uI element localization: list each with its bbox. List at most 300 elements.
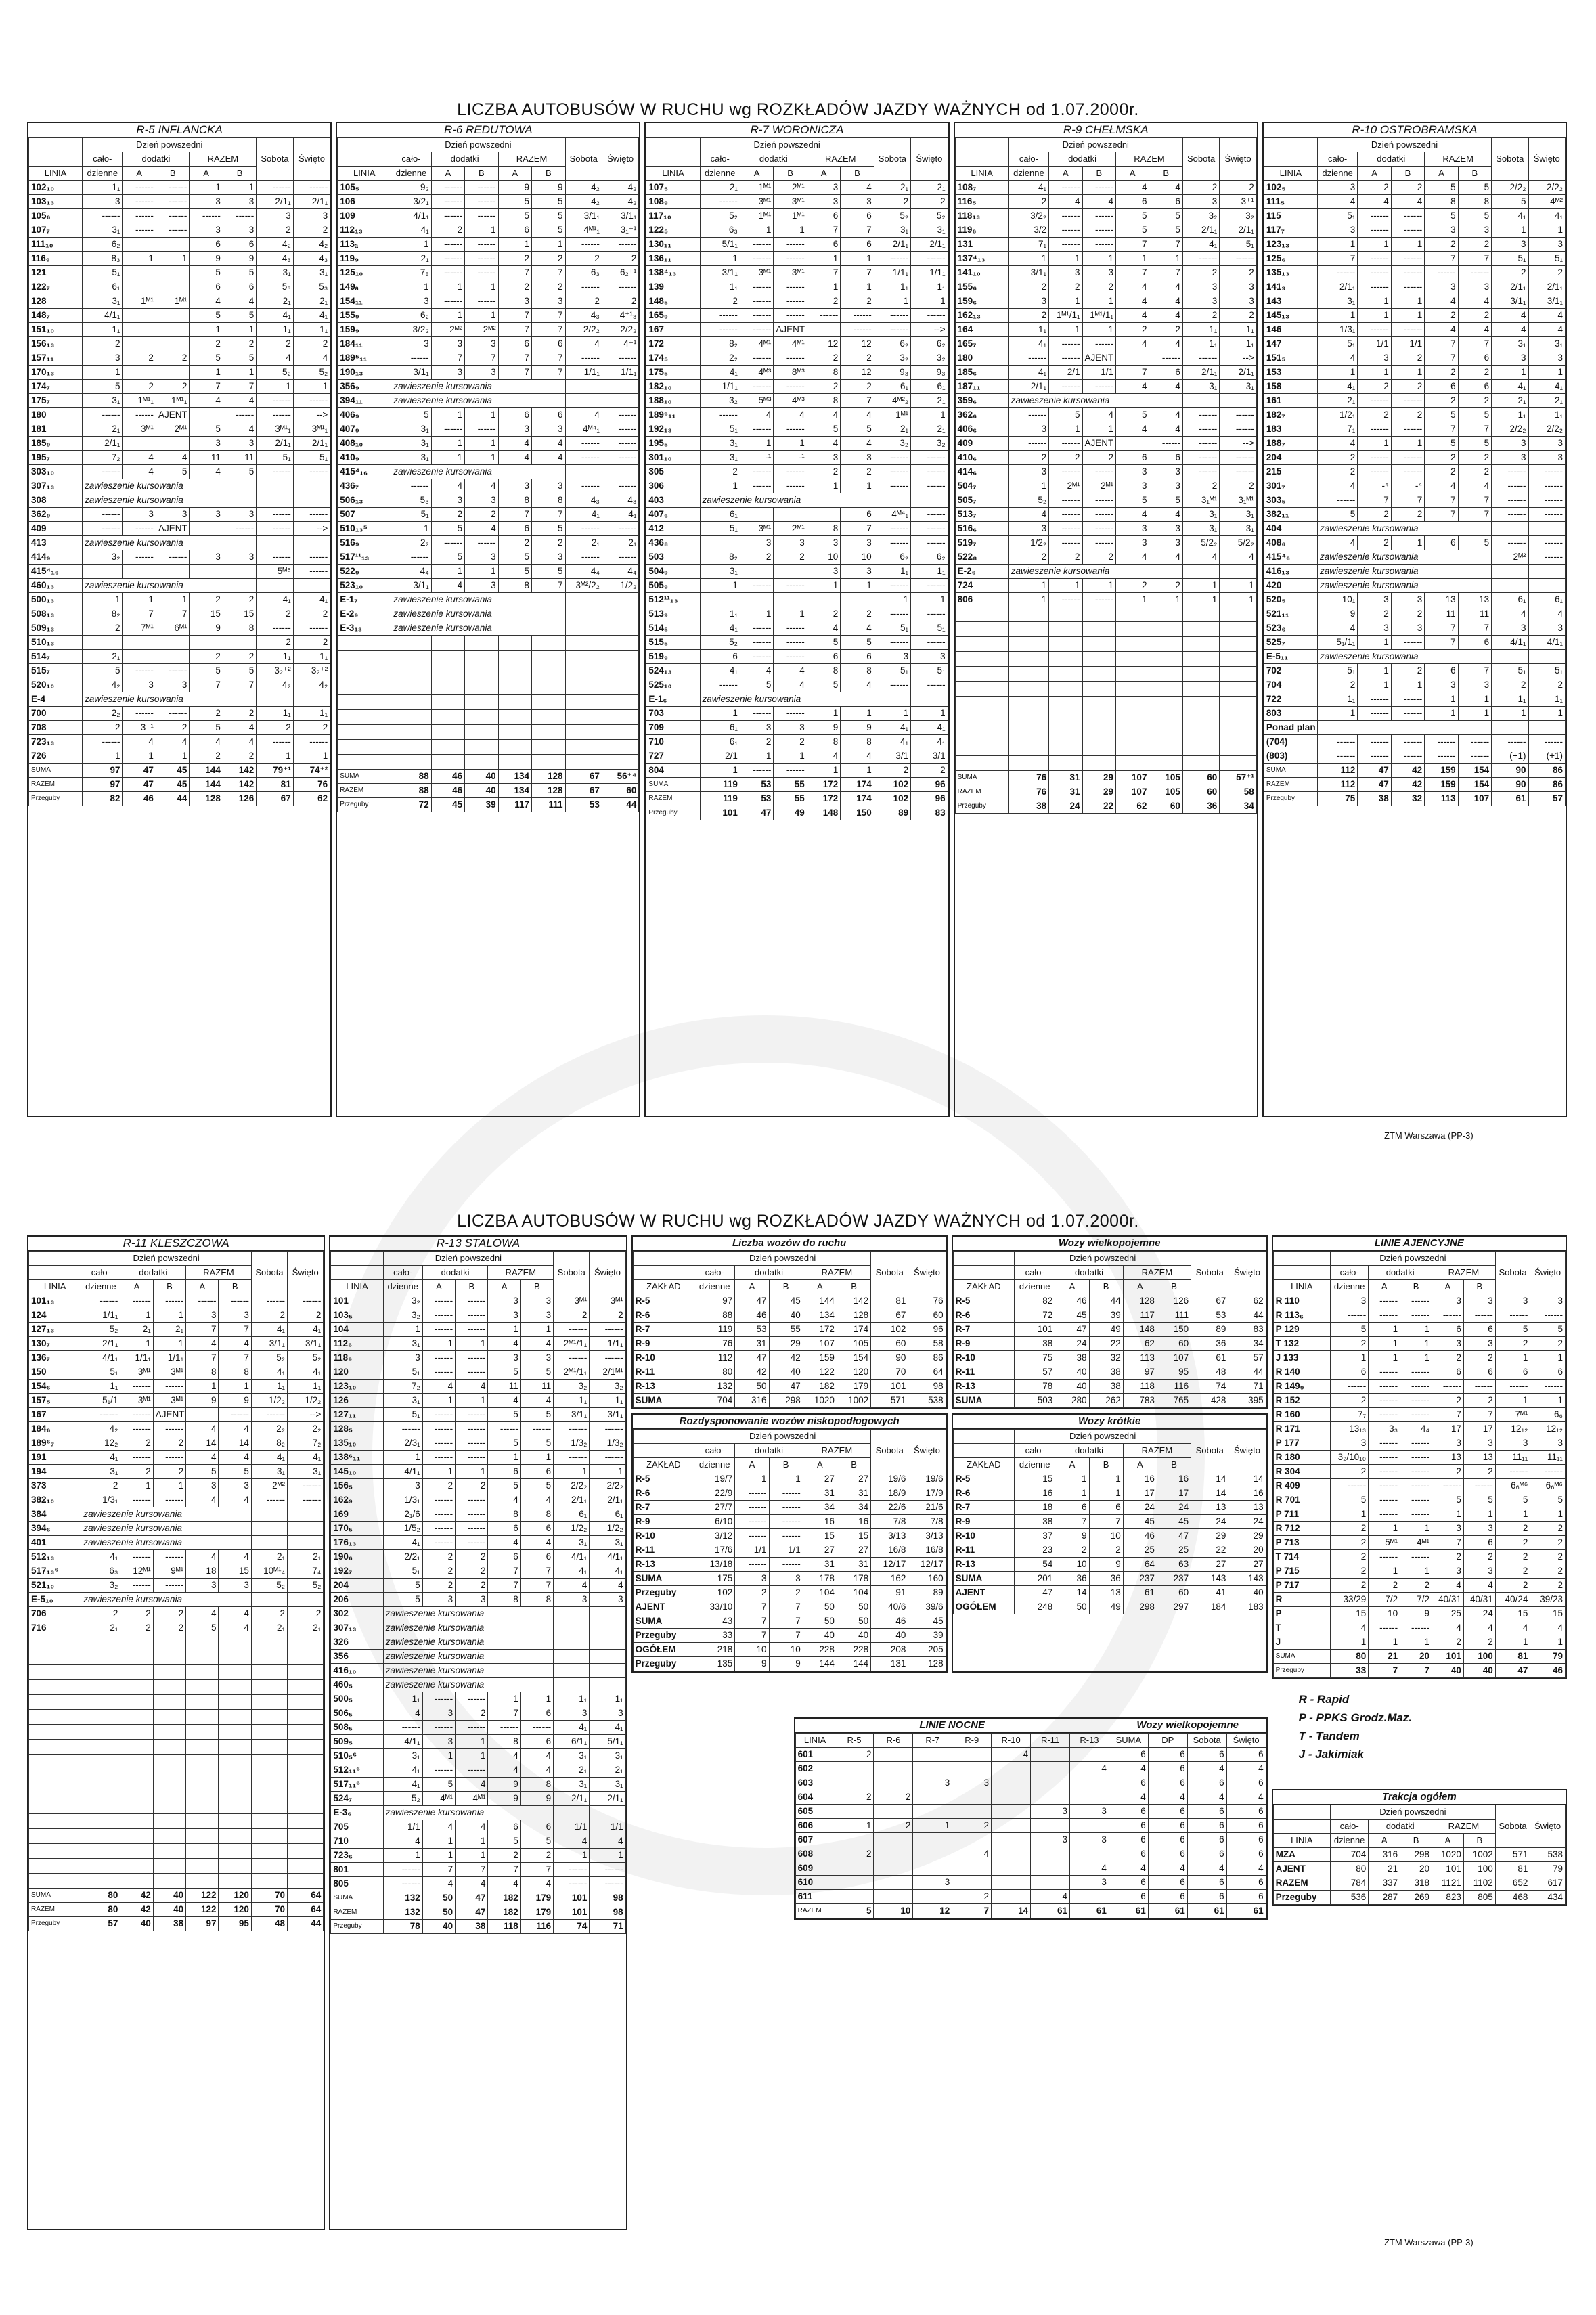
line-number: 384 <box>29 1507 81 1522</box>
table-cell: 1 <box>1055 1472 1089 1486</box>
table-cell: 6 <box>520 1706 553 1721</box>
empty-cell <box>153 1695 185 1710</box>
table-cell: 1 <box>1495 1635 1530 1650</box>
table-cell: 9 <box>488 1792 520 1806</box>
table-row <box>29 1507 324 1522</box>
table-cell: ------ <box>1463 1479 1495 1493</box>
line-number: 407₆ <box>646 508 700 522</box>
table-row <box>1264 266 1565 280</box>
table-cell: 50 <box>837 1614 870 1629</box>
table-cell: 1 <box>1495 1394 1530 1408</box>
table-cell: 8 <box>488 1593 520 1607</box>
table-cell: 3₁ <box>257 266 293 280</box>
sum-cell: 40 <box>153 1903 185 1917</box>
line-number: (803) <box>1264 749 1317 764</box>
header-razem: RAZEM <box>1123 1266 1191 1280</box>
table-cell: 2 <box>190 749 223 764</box>
table-cell: 3 <box>1463 1564 1495 1579</box>
empty-cell <box>338 695 391 710</box>
line-number: 143 <box>1264 294 1317 309</box>
table-cell: ------ <box>1049 593 1082 607</box>
table-cell: 9 <box>1317 607 1357 621</box>
table-cell: ------ <box>153 1579 185 1593</box>
table-cell: 4 <box>1149 408 1182 422</box>
table-cell: 5₁ <box>383 1564 422 1579</box>
table-cell: 3₁ <box>1528 337 1566 351</box>
table-cell: 1₁ <box>911 280 948 294</box>
depot-title: R-5 INFLANCKA <box>28 123 330 137</box>
table-cell: 1 <box>83 593 123 607</box>
table-cell: ------ <box>1492 479 1528 493</box>
table-cell: 7 <box>1425 508 1458 522</box>
table-cell: 2/1₁ <box>874 238 910 252</box>
table-cell: 2 <box>1149 323 1182 337</box>
table-cell: 1121 <box>1432 1876 1464 1891</box>
summary-row <box>1273 1891 1565 1905</box>
table-cell: 2 <box>1530 1550 1566 1564</box>
table-cell: 783 <box>1123 1394 1157 1408</box>
table-cell: 7 <box>807 266 840 280</box>
table-cell: 14 <box>186 1436 219 1451</box>
table-cell: 107 <box>1157 1351 1191 1365</box>
sum-cell: 112 <box>1317 764 1357 778</box>
empty-row <box>338 636 639 651</box>
line-number: Przeguby <box>633 1657 694 1671</box>
table-cell: 5 <box>1049 408 1082 422</box>
table-cell: ------ <box>520 1422 553 1436</box>
table-cell: 4 <box>1116 337 1149 351</box>
header-sobota: Sobota <box>1191 1430 1228 1472</box>
table-cell: 3 <box>219 1579 251 1593</box>
table-cell: 4 <box>1492 309 1528 323</box>
table-cell: 6 <box>1116 195 1149 209</box>
table-cell: 2 <box>288 1308 324 1323</box>
empty-cell <box>465 651 498 665</box>
table-row <box>1264 195 1565 209</box>
table-cell: ------ <box>1400 1550 1432 1564</box>
table-cell: 4₁ <box>590 1721 625 1735</box>
sum-label: SUMA <box>955 771 1008 785</box>
table-cell: 6 <box>488 1465 520 1479</box>
table-cell: 78 <box>1015 1380 1055 1394</box>
table-cell: 3₁ <box>874 223 910 238</box>
table-cell: ------ <box>1082 209 1115 223</box>
table-cell <box>1031 1790 1070 1805</box>
table-row <box>955 280 1256 294</box>
header-linia: LINIA <box>29 167 83 181</box>
table-cell: 25 <box>1123 1543 1157 1558</box>
table-cell: 2 <box>565 294 602 309</box>
table-row <box>1264 366 1565 380</box>
table-cell: 48 <box>1191 1365 1228 1380</box>
table-cell: ------ <box>431 181 464 195</box>
table-cell: ------ <box>456 1351 488 1365</box>
table-cell: 60 <box>1157 1586 1191 1600</box>
table-cell: 5 <box>488 1479 520 1493</box>
table-cell <box>992 1805 1031 1819</box>
line-number: 194 <box>29 1465 81 1479</box>
line-number: 185₆ <box>955 366 1008 380</box>
sum-row <box>331 1905 625 1920</box>
table-cell: 2 <box>1182 181 1219 195</box>
table-cell: 1₁ <box>590 1394 625 1408</box>
table-cell <box>835 1890 874 1904</box>
summary-row <box>633 1365 946 1380</box>
table-cell: 2 <box>1331 1394 1369 1408</box>
table-cell: 3/1₁ <box>565 209 602 223</box>
table-cell: 7₇ <box>1331 1408 1369 1422</box>
table-cell: 1 <box>1391 366 1424 380</box>
table-cell <box>123 366 156 380</box>
table-cell: ------ <box>1391 223 1424 238</box>
line-number: 156₁₃ <box>29 337 83 351</box>
table-cell: 4 <box>1031 1890 1070 1904</box>
table-cell: 7 <box>498 351 531 366</box>
table-cell: 3₁ <box>1182 522 1219 536</box>
table-cell: 2 <box>1182 266 1219 280</box>
table-cell: ------ <box>774 650 807 664</box>
empty-cell <box>1182 756 1219 771</box>
line-number: 804 <box>646 764 700 778</box>
sum-cell: 50 <box>422 1905 455 1920</box>
table-cell: 3 <box>465 493 498 508</box>
line-number: SUMA <box>633 1394 694 1408</box>
table-row <box>646 764 948 778</box>
table-cell: 3/1₁ <box>1008 266 1048 280</box>
table-cell: 3 <box>431 337 464 351</box>
table-cell: 2 <box>251 1308 287 1323</box>
line-number: R-7 <box>953 1501 1014 1515</box>
table-row <box>29 1351 324 1365</box>
table-cell: 4 <box>565 337 602 351</box>
empty-row <box>29 1665 324 1680</box>
table-cell: 4₁ <box>602 508 639 522</box>
table-cell: 3 <box>1432 1337 1464 1351</box>
table-cell: 2 <box>911 195 948 209</box>
empty-cell <box>186 1635 219 1650</box>
table-cell: ------ <box>911 451 948 465</box>
table-cell: 1₁ <box>251 1380 287 1394</box>
table-cell: 4 <box>774 408 807 422</box>
table-cell: 7 <box>1432 1536 1464 1550</box>
table-cell: 3 <box>1458 678 1491 692</box>
table-cell: 4 <box>219 1607 251 1621</box>
sum-cell: 101 <box>1432 1650 1464 1664</box>
table-cell: 3 <box>1070 1876 1109 1890</box>
table-cell: 2 <box>1432 1394 1464 1408</box>
table-cell: 6 <box>1226 1776 1266 1790</box>
table-cell: 4 <box>1425 294 1458 309</box>
empty-cell <box>602 695 639 710</box>
sum-row <box>1264 764 1565 778</box>
cell-swieto <box>911 692 948 707</box>
table-cell: 6 <box>1187 1819 1226 1833</box>
empty-row <box>29 1740 324 1755</box>
table-cell: 29 <box>769 1337 803 1351</box>
empty-cell <box>29 1769 81 1784</box>
table-cell: 2₁ <box>590 1763 625 1778</box>
cell-sobota <box>257 493 293 508</box>
empty-cell <box>186 1844 219 1859</box>
table-cell: 468 <box>1495 1891 1530 1905</box>
empty-cell <box>498 651 531 665</box>
table-cell: 823 <box>1432 1891 1464 1905</box>
summary-row <box>1273 1380 1565 1394</box>
table-cell: 6₆ <box>1530 1408 1566 1422</box>
table-cell: ------ <box>774 621 807 636</box>
empty-cell <box>186 1769 219 1784</box>
line-number: 137⁴₁₃ <box>955 252 1008 266</box>
table-cell: ------ <box>422 1522 455 1536</box>
table-cell: ------ <box>602 437 639 451</box>
empty-row <box>338 740 639 755</box>
table-cell: ------ <box>1391 422 1424 437</box>
table-cell: 3 <box>422 1706 455 1721</box>
summary-row <box>1273 1465 1565 1479</box>
table-cell: 3₁ <box>590 1536 625 1550</box>
table-cell: 36 <box>1055 1572 1089 1586</box>
table-cell: 33/29 <box>1331 1593 1369 1607</box>
empty-row <box>29 1814 324 1829</box>
empty-cell <box>532 710 565 725</box>
nocne-header-cell: Święto <box>1226 1734 1266 1748</box>
table-cell: 2 <box>1220 479 1257 493</box>
table-cell: 5 <box>532 223 565 238</box>
cell-swieto <box>1528 579 1566 593</box>
sum-cell: 81 <box>1495 1650 1530 1664</box>
line-number: 128₅ <box>331 1422 383 1436</box>
table-row <box>331 1621 625 1635</box>
table-cell: 2/2₂ <box>1492 422 1528 437</box>
table-row <box>29 294 330 309</box>
table-cell: 2 <box>1530 1337 1566 1351</box>
table-cell: 2 <box>1495 1564 1530 1579</box>
table-cell: 2₁ <box>565 536 602 550</box>
table-row <box>29 309 330 323</box>
table-cell: 15 <box>1530 1607 1566 1621</box>
summary-table <box>633 1429 946 1671</box>
table-cell: 1 <box>190 366 223 380</box>
table-cell: 1ᴹ¹₁ <box>123 394 156 408</box>
table-cell: 7 <box>735 1614 769 1629</box>
table-cell: 120 <box>837 1365 870 1380</box>
table-cell: 7 <box>1425 493 1458 508</box>
sum-cell: 7 <box>1400 1664 1432 1678</box>
table-row <box>331 1451 625 1465</box>
table-cell: ------ <box>565 522 602 536</box>
table-cell: 2 <box>1528 266 1566 280</box>
table-cell <box>700 593 740 607</box>
table-cell: 1 <box>1495 1351 1530 1365</box>
table-cell: 7 <box>1358 493 1391 508</box>
empty-cell <box>498 695 531 710</box>
table-cell: 54 <box>1015 1558 1055 1572</box>
cell-swieto: ------ <box>1528 550 1566 565</box>
sum-cell: 62 <box>1116 799 1149 814</box>
table-cell: 2/2₂ <box>1492 181 1528 195</box>
table-cell: 7₁ <box>1317 422 1357 437</box>
table-cell: 33/10 <box>694 1600 735 1614</box>
line-number: 138⁶₁₁ <box>331 1451 383 1465</box>
table-row <box>338 451 639 465</box>
suspension-note: zawieszenie kursowania <box>391 380 565 394</box>
table-cell: 5/1₁ <box>590 1735 625 1749</box>
table-cell: 2 <box>257 607 293 621</box>
table-row <box>29 1522 324 1536</box>
table-cell: 2 <box>1331 1522 1369 1536</box>
header-a: A <box>1432 1834 1464 1848</box>
sum-cell: 159 <box>1425 764 1458 778</box>
table-cell: 1 <box>1358 238 1391 252</box>
table-cell: 1₁ <box>293 650 330 664</box>
table-cell: 102 <box>871 1323 908 1337</box>
table-cell: 2₂ <box>288 1422 324 1436</box>
sum-cell: 42 <box>120 1903 153 1917</box>
sum-cell: 172 <box>807 778 840 792</box>
table-cell: 2 <box>1317 451 1357 465</box>
table-cell: 4₁ <box>391 223 431 238</box>
summary-row <box>633 1351 946 1365</box>
table-cell: 2 <box>1358 408 1391 422</box>
table-cell: 36 <box>1191 1337 1228 1351</box>
table-cell: 1 <box>911 593 948 607</box>
line-number: 519₇ <box>955 536 1008 550</box>
table-cell: 1 <box>156 749 189 764</box>
sum-cell: 31 <box>1049 785 1082 799</box>
sum-cell: 46 <box>431 784 464 798</box>
table-cell: ------ <box>431 536 464 550</box>
empty-cell <box>955 667 1008 682</box>
sum-row <box>338 798 639 812</box>
table-cell: 1 <box>1008 252 1048 266</box>
table-cell: 1 <box>1317 707 1357 721</box>
table-row <box>338 280 639 294</box>
table-cell: 38 <box>1055 1351 1089 1365</box>
table-cell: ------ <box>1528 493 1566 508</box>
table-cell: 5₁ <box>700 422 740 437</box>
table-cell: 1₁ <box>1008 323 1048 337</box>
line-number: 413 <box>29 536 83 550</box>
table-cell: 6 <box>1463 1323 1495 1337</box>
empty-cell <box>1049 697 1082 711</box>
table-cell: ------ <box>911 465 948 479</box>
table-cell: 1/1₁ <box>153 1351 185 1365</box>
table-cell <box>992 1861 1031 1876</box>
header-b: B <box>223 167 256 181</box>
line-number: P <box>1273 1607 1330 1621</box>
table-cell: ------ <box>740 280 773 294</box>
table-cell: ------ <box>123 707 156 721</box>
table-cell: ------ <box>219 1294 251 1308</box>
table-cell: 4₁ <box>874 721 910 735</box>
line-number: 521₁₀ <box>29 1579 81 1593</box>
table-cell: 2 <box>1463 1635 1495 1650</box>
table-cell: 1/1 <box>554 1820 590 1834</box>
table-cell: ------ <box>554 1422 590 1436</box>
table-cell: ------ <box>1369 1436 1400 1451</box>
empty-cell <box>391 665 431 680</box>
table-cell: 67 <box>871 1308 908 1323</box>
table-cell: ------ <box>422 1365 455 1380</box>
table-cell: 4 <box>190 294 223 309</box>
table-cell: 9 <box>219 1394 251 1408</box>
line-number: R 160 <box>1273 1408 1330 1422</box>
table-row <box>29 1451 324 1465</box>
nocne-row <box>795 1762 1266 1776</box>
table-cell: 2 <box>1458 309 1491 323</box>
empty-cell <box>1116 697 1149 711</box>
table-cell: 1 <box>1220 579 1257 593</box>
table-cell: 3 <box>83 195 123 209</box>
table-cell: 4 <box>1458 294 1491 309</box>
table-cell: 1ᴹ¹ <box>156 294 189 309</box>
table-cell: ------ <box>874 579 910 593</box>
table-cell: 4 <box>488 1493 520 1507</box>
table-cell: ------ <box>1391 465 1424 479</box>
table-cell: 3 <box>1317 181 1357 195</box>
table-cell: 4₃ <box>602 493 639 508</box>
empty-cell <box>186 1874 219 1889</box>
table-cell: ------ <box>700 678 740 692</box>
sum-cell: 29 <box>1082 785 1115 799</box>
table-cell: ------ <box>456 1522 488 1536</box>
table-cell: ------ <box>1082 465 1115 479</box>
table-cell: ------ <box>874 522 910 536</box>
line-number: 155₉ <box>338 309 391 323</box>
sum-cell: 46 <box>431 770 464 784</box>
table-cell: 5/1₁ <box>700 238 740 252</box>
sum-cell: 134 <box>498 770 531 784</box>
header-blank <box>29 1266 81 1280</box>
table-cell: 4 <box>219 1550 251 1564</box>
table-cell: 7 <box>190 380 223 394</box>
table-cell: 7 <box>1432 1408 1464 1422</box>
summary-row <box>1273 1876 1565 1891</box>
table-cell: 6 <box>1149 195 1182 209</box>
table-cell: 3/13 <box>871 1529 908 1543</box>
table-cell: 2 <box>81 1607 120 1621</box>
table-cell: 6 <box>1055 1501 1089 1515</box>
table-cell: 6 <box>520 1522 553 1536</box>
table-cell: 3 <box>190 508 223 522</box>
table-cell: 7/8 <box>871 1515 908 1529</box>
empty-cell <box>565 755 602 770</box>
table-cell: 1/2₂ <box>1008 536 1048 550</box>
table-cell: 10 <box>1055 1558 1089 1572</box>
line-number: R-5 <box>953 1294 1014 1308</box>
table-cell: 5 <box>1458 408 1491 422</box>
table-cell: 3 <box>219 1479 251 1493</box>
empty-cell <box>1116 607 1149 622</box>
empty-cell <box>431 725 464 740</box>
table-cell <box>835 1833 874 1847</box>
table-cell: 1 <box>431 437 464 451</box>
table-cell: 1/3₂ <box>590 1436 625 1451</box>
table-cell: ------ <box>383 1721 422 1735</box>
table-cell: 3 <box>186 1308 219 1323</box>
summary-row <box>633 1558 946 1572</box>
empty-cell <box>1082 622 1115 637</box>
table-cell: ------ <box>219 1408 251 1422</box>
sum-cell: 67 <box>257 792 293 806</box>
table-row <box>331 1337 625 1351</box>
table-row <box>331 1507 625 1522</box>
table-cell: ------ <box>422 1408 455 1422</box>
table-cell: ------ <box>740 252 773 266</box>
sum-cell: 148 <box>807 806 840 820</box>
table-cell: 4₁ <box>1492 209 1528 223</box>
table-cell: ------ <box>1182 422 1219 437</box>
